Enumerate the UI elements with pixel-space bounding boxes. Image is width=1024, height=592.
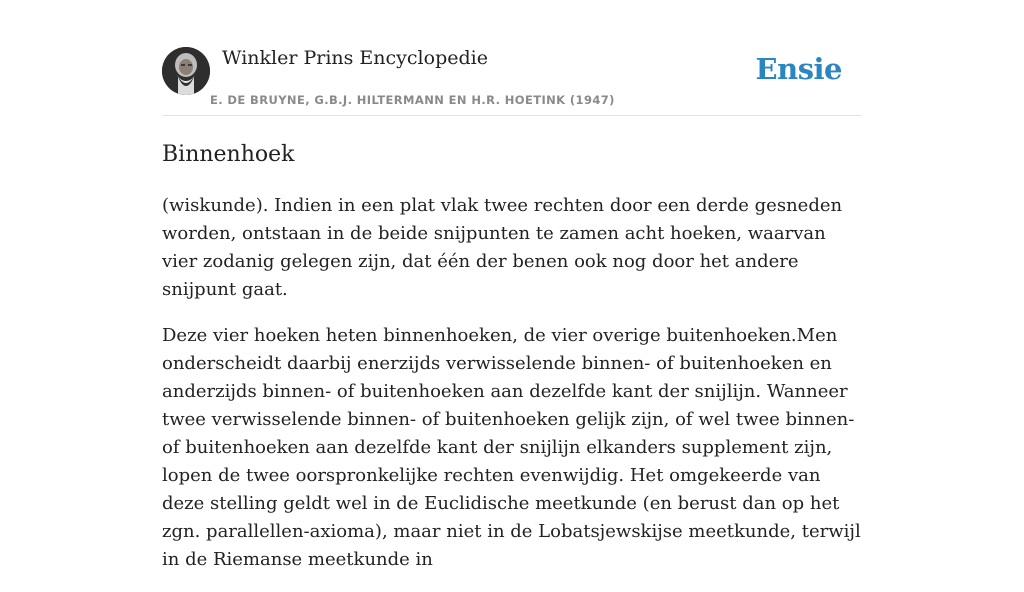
ensie-logo-link[interactable]: Ensie <box>755 52 842 86</box>
page <box>162 0 862 570</box>
source-header <box>162 0 862 116</box>
portrait-icon <box>162 47 210 95</box>
entry-title: Binnenhoek <box>162 142 295 167</box>
entry-body <box>162 192 862 592</box>
paragraph: Deze vier hoeken heten binnenhoeken, de vier overige buitenhoeken.Men onderscheidt daarbij enerzijds verwisselende binnen- of buitenhoeken en anderzijds binnen- of buitenhoeken aan dezelfde kant der snijlijn. Wanneer twee verwisselende binnen- of buitenhoeken gelijk zijn, of wel twee binnen- of buitenhoeken aan dezelfde kant der snijlijn elkanders supplement zijn, lopen de twee oorspronkelijke rechten evenwijdig. Het omgekeerde van deze stelling geldt wel in de Euclidische meetkunde (en berust dan op het zgn. parallellen-axioma), maar niet in de Lobatsjewskijse meetkunde, terwijl in de Riemanse meetkunde in <box>162 325 861 570</box>
source-title[interactable]: Winkler Prins Encyclopedie <box>222 47 488 69</box>
paragraph: (wiskunde). Indien in een plat vlak twee rechten door een derde gesneden worden, ontstaan in de beide snijpunten te zamen acht hoeken, waarvan vier zodanig gelegen zijn, dat één der benen ook nog door het andere snijpunt gaat. <box>162 195 843 300</box>
source-authors: E. DE BRUYNE, G.B.J. HILTERMANN EN H.R. HOETINK (1947) <box>210 93 615 107</box>
author-avatar[interactable] <box>162 47 210 95</box>
